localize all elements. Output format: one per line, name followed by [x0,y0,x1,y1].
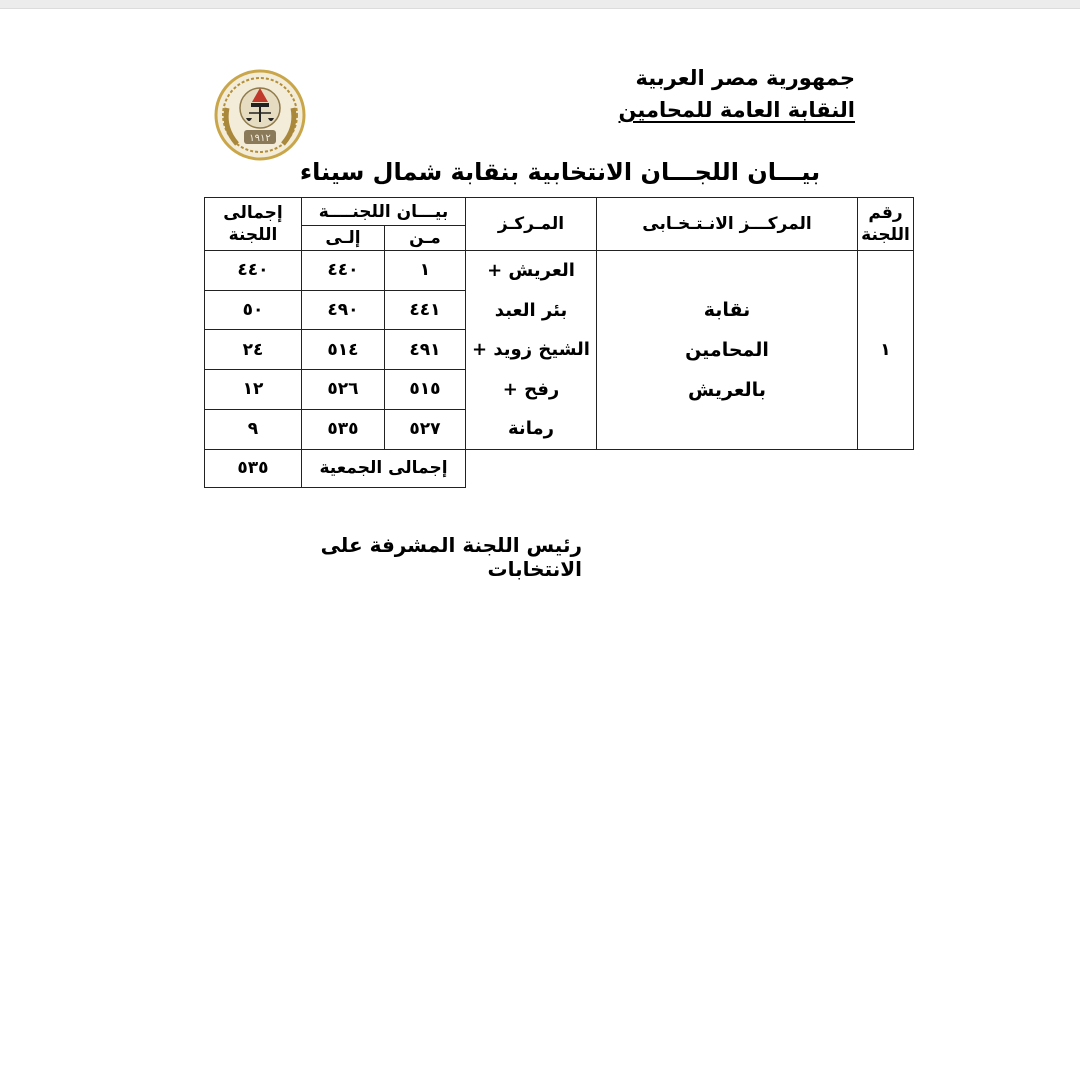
header-syndicate: النقابة العامة للمحامين [618,98,855,122]
center-name-line: المحامين [685,338,769,361]
range-to: ٥٣٥ [302,409,385,449]
header-country: جمهورية مصر العربية [635,66,855,90]
document-header [619,62,856,126]
syndicate-logo [213,68,307,162]
range-from: ١ [385,251,466,291]
range-from: ٥٢٧ [385,409,466,449]
markaz-item: العريش + [487,260,575,281]
range-from: ٤٩١ [385,330,466,370]
range-total: ٩ [205,409,302,449]
center-name-line: نقابة [703,298,751,321]
range-total: ٥٠ [205,290,302,330]
committee-number: ١ [858,251,914,450]
range-from: ٤٤١ [385,290,466,330]
range-to: ٤٤٠ [302,251,385,291]
document-title: بيـــان اللجـــان الانتخابية بنقابة شمال سيناء [299,158,821,186]
committees-table [204,197,914,488]
header-committee-number: رقم اللجنة [858,198,914,251]
header-markaz: المـركـز [466,198,597,251]
markaz-item: رمانة [508,418,554,439]
grand-total-value: ٥٣٥ [205,449,302,487]
signature-line: رئيس اللجنة المشرفة على الانتخابات [320,533,582,581]
table-row [205,251,914,291]
markaz-list [466,251,597,450]
header-electoral-center: المركـــز الانـتـخـابى [597,198,858,251]
header-from: مـن [385,226,466,251]
range-total: ٤٤٠ [205,251,302,291]
grand-total-label: إجمالى الجمعية [302,449,466,487]
range-from: ٥١٥ [385,370,466,410]
top-strip [0,0,1080,9]
markaz-item: الشيخ زويد + [472,339,590,360]
header-committee-range: بيـــان اللجنــــة [302,198,466,226]
grand-total-row [205,449,914,487]
center-name-line: بالعريش [688,378,766,401]
range-total: ١٢ [205,370,302,410]
header-committee-total: إجمالى اللجنة [205,198,302,251]
markaz-item: رفح + [502,378,560,400]
electoral-center-name [597,251,858,450]
logo-year: ١٩١٢ [249,133,271,144]
range-to: ٥١٤ [302,330,385,370]
range-total: ٢٤ [205,330,302,370]
range-to: ٤٩٠ [302,290,385,330]
markaz-item: بئر العبد [494,299,568,321]
header-to: إلـى [302,226,385,251]
range-to: ٥٢٦ [302,370,385,410]
